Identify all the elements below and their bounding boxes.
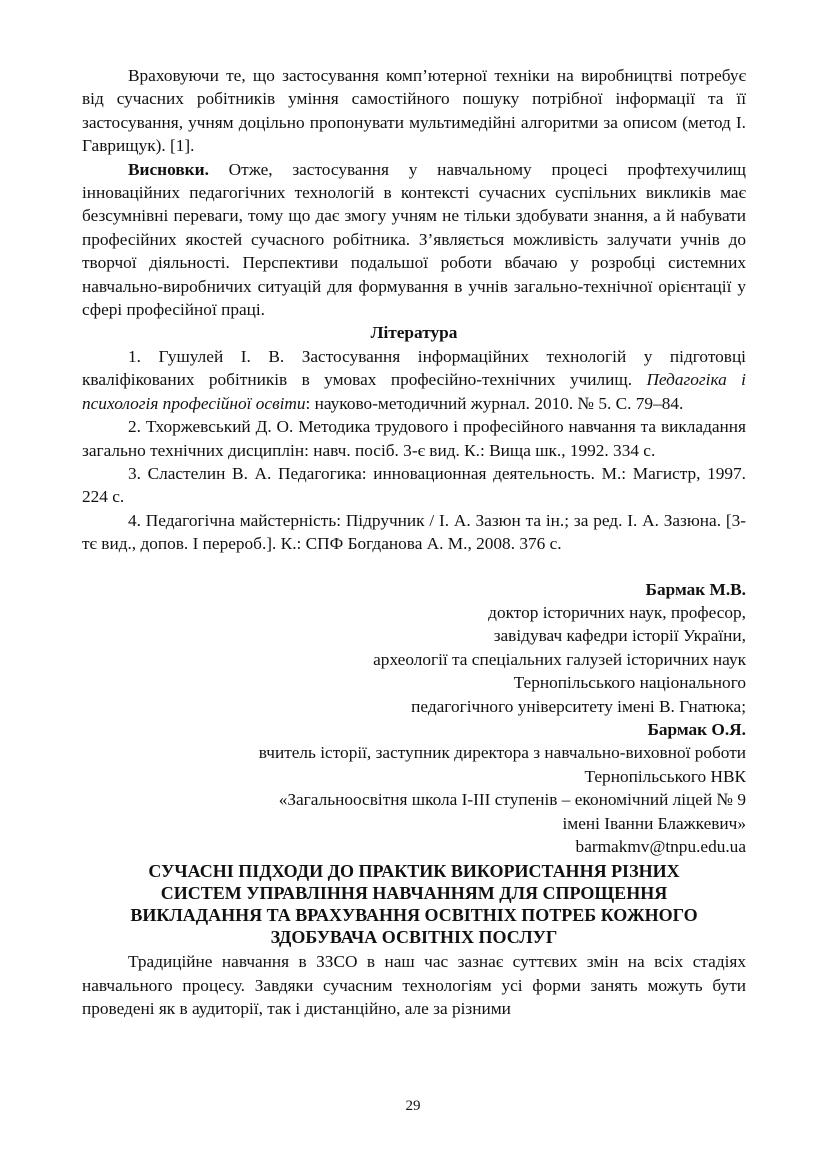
reference-1-journal: Педагогіка і психологія професійної освіти [82, 370, 746, 413]
conclusions-text: Отже, застосування у навчальному процесі профтехучилищ інноваційних педагогічних технологій в контексті сучасних суспільних викликів має безсумнівні переваги, тому що дає змогу учням не тільки здобувати знання, а й набувати професійних якостей сучасного робітника. З’являється можливість залучати учнів до творчої діяльності. Перспективи подальшої роботи вбачаю у розробці системних навчально-виробничих ситуацій для формування в учнів загально-технічної орієнтації у сфері професійної праці. [82, 159, 746, 320]
article-title [82, 860, 746, 948]
author-1-line: доктор історичних наук, професор, [488, 602, 746, 622]
document-page [82, 64, 746, 1021]
conclusions-lead: Висновки. [128, 159, 209, 179]
literature-heading: Література [370, 323, 458, 343]
author-2-name: Бармак О.Я. [647, 719, 746, 739]
article-title-line: СУЧАСНІ ПІДХОДИ ДО ПРАКТИК ВИКОРИСТАННЯ РІЗНИХ [148, 861, 680, 882]
author-1-line: археології та спеціальних галузей історичних наук [373, 649, 746, 669]
conclusions-paragraph [82, 158, 746, 322]
reference-item-2: 2. Тхоржевський Д. О. Методика трудового і професійного навчання та викладання загально технічних дисциплін: навч. посіб. 3-є вид. К.: Вища шк., 1992. 334 с. [82, 417, 746, 460]
author-2-line: вчитель історії, заступник директора з навчально-виховної роботи [258, 743, 746, 763]
body-paragraph: Традиційне навчання в ЗЗСО в наш час зазнає суттєвих змін на всіх стадіях навчального процесу. Завдяки сучасним технологіям усі форми занять можуть бути проведені як в аудиторії, так і дистанційно, але за різними [82, 952, 746, 1019]
author-1-name: Бармак М.В. [645, 579, 746, 599]
author-email: barmakmv@tnpu.edu.ua [575, 837, 746, 856]
intro-paragraph: Враховуючи те, що застосування комп’ютерної техніки на виробництві потребує від сучасних робітників уміння самостійного пошуку потрібної інформації та її застосування, учням доцільно пропонувати мультимедійні алгоритми за описом (метод І. Гаврищук). [1]. [82, 66, 746, 156]
reference-1-details: : науково-методичний журнал. 2010. № 5. С. 79–84. [305, 393, 684, 413]
author-1-line: Тернопільського національного [513, 673, 746, 693]
reference-item-1 [82, 345, 746, 415]
reference-item-4: 4. Педагогічна майстерність: Підручник / І. А. Зазюн та ін.; за ред. І. А. Зазюна. [3-тє вид., допов. І перероб.]. К.: СПФ Богданова А. М., 2008. 376 с. [82, 510, 746, 554]
reference-item-3: 3. Сластелин В. А. Педагогика: инновационная деятельность. М.: Магистр, 1997. 224 с. [82, 463, 746, 507]
article-title-line: ВИКЛАДАННЯ ТА ВРАХУВАННЯ ОСВІТНІХ ПОТРЕБ КОЖНОГО [130, 905, 698, 926]
reference-1-text: 1. Гушулей І. В. Застосування інформаційних технологій у підготовці кваліфікованих робітників в умовах професійно-технічних училищ. [82, 346, 746, 390]
authors-block [82, 578, 746, 859]
author-2-line: Тернопільського НВК [584, 766, 746, 786]
author-2-line: імені Іванни Блажкевич» [562, 813, 746, 833]
article-title-line: ЗДОБУВАЧА ОСВІТНІХ ПОСЛУГ [270, 927, 558, 948]
author-1-line: завідувач кафедри історії України, [493, 626, 746, 646]
page-number: 29 [405, 1098, 421, 1114]
author-2-line: «Загальноосвітня школа І-ІІІ ступенів – економічний ліцей № 9 [278, 790, 746, 810]
author-1-line: педагогічного університету імені В. Гнатюка; [411, 696, 746, 716]
article-title-line: СИСТЕМ УПРАВЛІННЯ НАВЧАННЯМ ДЛЯ СПРОЩЕННЯ [160, 883, 668, 904]
